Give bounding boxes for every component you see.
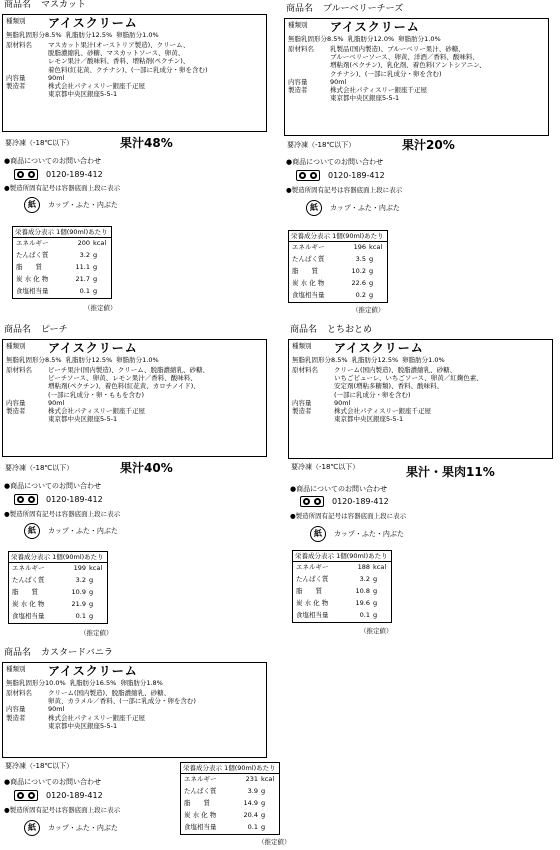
milk-standard: 無脂乳固形分8.5% 乳脂肪分12.5% 卵脂肪分1.0% — [6, 356, 159, 364]
food-label-box: 種類別 アイスクリーム 無脂乳固形分8.5% 乳脂肪分12.0% 卵脂肪分1.0% 原材料名 乳製品(国内製造)、ブルーベリー果汁、砂糖、 ブルーベリーソース、卵黄、洋酒／香料、酸味料、 増粘剤(ペクチン)、乳化剤、着色料(アントシアニン、 クチナシ)、(一部に乳成分・卵を含む) 内容量 90ml 製造者 株式会社パティスリー銀座千疋屋 東京都中央区銀座5-5-1 — [284, 18, 549, 136]
ingredients-list: ピーチ果汁(国内製造)、クリーム、脱脂濃縮乳、砂糖、 ピーチソース、卵黄、レモン果汁／香料、酸味料、 増粘剤(ペクチン)、着色料(紅花黄、カロチノイド)、 (一部に乳成分・卵・ももを含む) — [48, 366, 210, 399]
storage-note: 要冷凍（-18℃以下） — [5, 464, 74, 472]
juice-percent: 果汁48% — [120, 136, 173, 150]
storage-note: 要冷凍（-18℃以下） — [5, 762, 74, 770]
free-dial-icon — [14, 169, 38, 180]
paper-recycle-icon: 紙 — [24, 523, 40, 539]
food-label-box: 種類別 アイスクリーム 無脂乳固形分10.0% 乳脂肪分16.5% 卵脂肪分1.8% 原材料名 クリーム(国内製造)、脱脂濃縮乳、砂糖、 卵黄、カラメル／香料、(一部に乳成分・卵を含む) 内容量 90ml 製造者 株式会社パティスリー銀座千疋屋 東京都中央区銀座5-5-1 — [2, 662, 267, 758]
paper-recycle-icon: 紙 — [24, 197, 40, 213]
juice-percent: 果汁40% — [120, 461, 173, 475]
product-name: 商品名 とちおとめ — [290, 325, 373, 335]
phone-row — [296, 170, 385, 181]
recycle-row: 紙 カップ・ふた・内ぶた — [24, 523, 118, 539]
product-panel-muscat — [2, 0, 272, 318]
inquiry-text: ●商品についてのお問い合わせ — [290, 485, 387, 493]
ingredients-list: マスカット果汁(オーストリア製造)、クリーム、 脱脂濃縮乳、砂糖、マスカットソース、卵黄、 レモン果汁／酸味料、香料、増粘剤(ペクチン)、 着色料(紅花黄、クチナシ)、(一部に乳成分・卵を含む) — [48, 41, 208, 74]
product-panel-blueberry-cheese — [284, 4, 554, 322]
storage-note: 要冷凍（-18℃以下） — [291, 463, 360, 471]
estimate-note: （推定値） — [258, 838, 291, 846]
estimate-note: （推定値） — [352, 306, 385, 314]
category-value: アイスクリーム — [48, 341, 138, 355]
nutrition-table: 栄養成分表示 1個(90ml)あたり エネルギー 200 kcal たんぱく質 3.2 g 脂 質 11.1 g 炭 水 化 物 21.7 g 食塩相当量 0.1 g — [12, 226, 112, 299]
food-label-box: 種類別 アイスクリーム 無脂乳固形分8.5% 乳脂肪分12.5% 卵脂肪分1.0% 原材料名 クリーム(国内製造)、脱脂濃縮乳、砂糖、 いちごピューレ、いちごソース、卵黄／紅麹色素、 安定剤(増粘多糖類)、香料、酸味料、 (一部に乳成分・卵を含む) 内容量 90ml 製造者 株式会社パティスリー銀座千疋屋 東京都中央区銀座5-5-1 — [288, 339, 553, 459]
milk-standard: 無脂乳固形分8.5% 乳脂肪分12.5% 卵脂肪分1.0% — [292, 356, 445, 364]
product-panel-peach — [2, 325, 272, 643]
nutrition-table: 栄養成分表示 1個(90ml)あたり エネルギー 231 kcal たんぱく質 3.9 g 脂 質 14.9 g 炭 水 化 物 20.4 g 食塩相当量 0.1 g — [180, 762, 280, 835]
estimate-note: （推定値） — [360, 627, 393, 635]
food-label-box: 種類別 アイスクリーム 無脂乳固形分8.5% 乳脂肪分12.5% 卵脂肪分1.0% 原材料名 マスカット果汁(オーストリア製造)、クリーム、 脱脂濃縮乳、砂糖、マスカットソース、卵黄、 レモン果汁／酸味料、香料、増粘剤(ペクチン)、 着色料(紅花黄、クチナシ)、(一部に乳成分・卵を含む) 内容量 90ml 製造者 株式会社パティスリー銀座千疋屋 東京都中央区銀座5-5-1 — [2, 14, 267, 132]
estimate-note: （推定値） — [80, 629, 113, 637]
category-value: アイスクリーム — [48, 664, 138, 678]
juice-percent: 果汁・果肉11% — [406, 465, 495, 479]
phone-row — [14, 790, 103, 801]
product-name: 商品名 マスカット — [4, 0, 86, 10]
phone-number: 0120-189-412 — [46, 790, 103, 800]
product-panel-custard-vanilla — [2, 648, 291, 848]
inquiry-text: ●商品についてのお問い合わせ — [286, 158, 383, 166]
phone-row — [14, 494, 103, 505]
manufacturer-code-note: ●製造所固有記号は容器底面上段に表示 — [290, 512, 407, 520]
manufacturer-code-note: ●製造所固有記号は容器底面上段に表示 — [4, 510, 121, 518]
phone-number: 0120-189-412 — [328, 170, 385, 180]
paper-recycle-icon: 紙 — [24, 820, 40, 836]
product-name: 商品名 カスタードバニラ — [4, 648, 113, 658]
inquiry-text: ●商品についてのお問い合わせ — [4, 778, 101, 786]
manufacturer-code-note: ●製造所固有記号は容器底面上段に表示 — [4, 184, 121, 192]
ingredients-list: 乳製品(国内製造)、ブルーベリー果汁、砂糖、 ブルーベリーソース、卵黄、洋酒／香料、酸味料、 増粘剤(ペクチン)、乳化剤、着色料(アントシアニン、 クチナシ)、(一部に乳成分・卵を含む) — [330, 45, 486, 78]
free-dial-icon — [300, 496, 324, 507]
phone-number: 0120-189-412 — [46, 494, 103, 504]
free-dial-icon — [14, 494, 38, 505]
recycle-row: 紙 カップ・ふた・内ぶた — [24, 820, 118, 836]
phone-row — [300, 496, 389, 507]
ingredients-list: クリーム(国内製造)、脱脂濃縮乳、砂糖、 いちごピューレ、いちごソース、卵黄／紅麹色素、 安定剤(増粘多糖類)、香料、酸味料、 (一部に乳成分・卵を含む) — [334, 366, 483, 399]
phone-number: 0120-189-412 — [46, 169, 103, 179]
product-name: 商品名 ピーチ — [4, 325, 68, 335]
product-name: 商品名 ブルーベリーチーズ — [286, 4, 404, 14]
paper-recycle-icon: 紙 — [306, 200, 322, 216]
food-label-box: 種類別 アイスクリーム 無脂乳固形分8.5% 乳脂肪分12.5% 卵脂肪分1.0% 原材料名 ピーチ果汁(国内製造)、クリーム、脱脂濃縮乳、砂糖、 ピーチソース、卵黄、レモン果汁／香料、酸味料、 増粘剤(ペクチン)、着色料(紅花黄、カロチノイド)、 (一部に乳成分・卵・ももを含む) 内容量 90ml 製造者 株式会社パティスリー銀座千疋屋 東京都中央区銀座5-5-1 — [2, 339, 267, 457]
manufacturer-code-note: ●製造所固有記号は容器底面上段に表示 — [4, 806, 121, 814]
ingredients-list: クリーム(国内製造)、脱脂濃縮乳、砂糖、 卵黄、カラメル／香料、(一部に乳成分・卵を含む) — [48, 689, 196, 706]
nutrition-table: 栄養成分表示 1個(90ml)あたり エネルギー 188 kcal たんぱく質 3.2 g 脂 質 10.8 g 炭 水 化 物 19.6 g 食塩相当量 0.1 g — [292, 550, 392, 623]
category-value: アイスクリーム — [330, 20, 420, 34]
category-value: アイスクリーム — [48, 16, 138, 30]
paper-recycle-icon: 紙 — [310, 526, 326, 542]
inquiry-text: ●商品についてのお問い合わせ — [4, 157, 101, 165]
recycle-row: 紙 カップ・ふた・内ぶた — [310, 526, 404, 542]
storage-note: 要冷凍（-18℃以下） — [287, 141, 356, 149]
juice-percent: 果汁20% — [402, 138, 455, 152]
milk-standard: 無脂乳固形分8.5% 乳脂肪分12.5% 卵脂肪分1.0% — [6, 31, 159, 39]
milk-standard: 無脂乳固形分8.5% 乳脂肪分12.0% 卵脂肪分1.0% — [288, 35, 441, 43]
free-dial-icon — [296, 170, 320, 181]
recycle-row: 紙 カップ・ふた・内ぶた — [306, 200, 400, 216]
inquiry-text: ●商品についてのお問い合わせ — [4, 482, 101, 490]
manufacturer-code-note: ●製造所固有記号は容器底面上段に表示 — [286, 186, 403, 194]
recycle-row: 紙 カップ・ふた・内ぶた — [24, 197, 118, 213]
estimate-note: （推定値） — [84, 304, 117, 312]
storage-note: 要冷凍（-18℃以下） — [5, 139, 74, 147]
nutrition-table: 栄養成分表示 1個(90ml)あたり エネルギー 196 kcal たんぱく質 3.5 g 脂 質 10.2 g 炭 水 化 物 22.6 g 食塩相当量 0.2 g — [288, 230, 388, 303]
product-panel-tochiotome — [288, 325, 558, 643]
milk-standard: 無脂乳固形分10.0% 乳脂肪分16.5% 卵脂肪分1.8% — [6, 679, 163, 687]
category-value: アイスクリーム — [334, 341, 424, 355]
phone-number: 0120-189-412 — [332, 496, 389, 506]
free-dial-icon — [14, 790, 38, 801]
phone-row — [14, 169, 103, 180]
nutrition-table: 栄養成分表示 1個(90ml)あたり エネルギー 199 kcal たんぱく質 3.2 g 脂 質 10.9 g 炭 水 化 物 21.9 g 食塩相当量 0.1 g — [8, 551, 108, 624]
